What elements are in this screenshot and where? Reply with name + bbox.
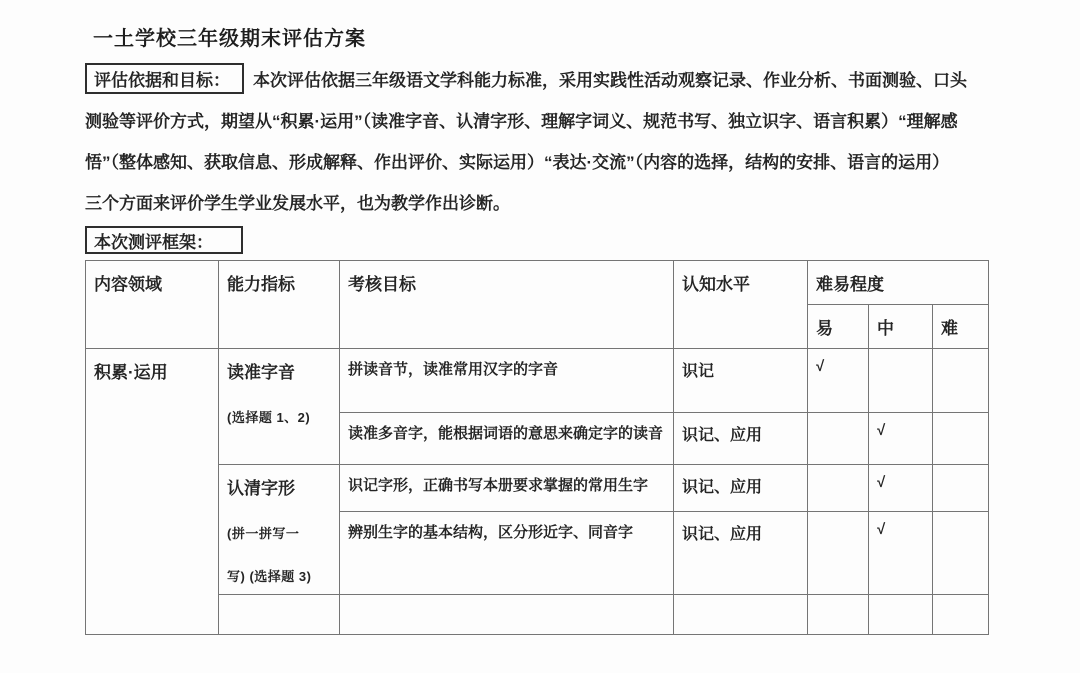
intro-line-3: 悟”（整体感知、获取信息、形成解释、作出评价、实际运用）“表达·交流”（内容的选择，结构的安排、语言的运用） [85, 153, 950, 172]
target-cell [340, 595, 674, 635]
ability-cell-empty [219, 595, 340, 635]
ability-title: 认清字形 [227, 479, 295, 498]
easy-checkmark-cell [808, 465, 869, 512]
framework-label-box [85, 226, 243, 254]
hard-checkmark-cell [933, 511, 989, 594]
cognitive-cell: 识记、应用 [674, 465, 808, 512]
intro-line-4: 三个方面来评价学生学业发展水平，也为教学作出诊断。 [85, 194, 510, 213]
hard-checkmark-cell [933, 413, 989, 465]
header-content-area: 内容领域 [86, 261, 219, 349]
ability-title: 读准字音 [227, 363, 295, 382]
ability-note: 写) (选择题 3) [227, 569, 312, 584]
intro-line-2: 测验等评价方式，期望从“积累·运用”（读准字音、认清字形、理解字词义、规范书写、独立识字、语言积累）“理解感 [85, 112, 958, 131]
table-row [86, 349, 989, 413]
medium-checkmark-cell: √ [869, 511, 933, 594]
medium-checkmark-cell: √ [869, 465, 933, 512]
easy-checkmark-cell [808, 511, 869, 594]
intro-paragraph [85, 58, 1015, 222]
easy-checkmark-cell [808, 595, 869, 635]
easy-checkmark-cell [808, 413, 869, 465]
target-cell: 辨别生字的基本结构，区分形近字、同音字 [340, 511, 674, 594]
cognitive-cell: 识记、应用 [674, 511, 808, 594]
intro-line-1-text: 本次评估依据三年级语文学科能力标准，采用实践性活动观察记录、作业分析、书面测验、口头 [253, 71, 967, 90]
cognitive-cell [674, 595, 808, 635]
content-area-cell: 积累·运用 [86, 349, 219, 635]
ability-cell-pronunciation [219, 349, 340, 465]
header-target: 考核目标 [340, 261, 674, 349]
ability-note: (拼一拼写一 [227, 526, 300, 541]
ability-note: (选择题 1、2) [227, 410, 311, 425]
intro-line-1 [85, 58, 1015, 99]
cognitive-cell: 识记 [674, 349, 808, 413]
target-cell: 拼读音节，读准常用汉字的字音 [340, 349, 674, 413]
cognitive-cell: 识记、应用 [674, 413, 808, 465]
medium-checkmark-cell [869, 595, 933, 635]
table-row [86, 465, 989, 512]
assessment-framework-table [85, 260, 989, 635]
document-title: 一土学校三年级期末评估方案 [93, 28, 366, 50]
ability-cell-character-form [219, 465, 340, 595]
table-row [86, 595, 989, 635]
medium-checkmark-cell [869, 349, 933, 413]
intro-label-box [85, 63, 244, 94]
header-hard: 难 [933, 305, 989, 349]
intro-label: 评估依据和目标： [94, 71, 230, 90]
header-easy: 易 [808, 305, 869, 349]
header-cognitive: 认知水平 [674, 261, 808, 349]
table-header-row-1 [86, 261, 989, 305]
medium-checkmark-cell: √ [869, 413, 933, 465]
easy-checkmark-cell: √ [808, 349, 869, 413]
header-medium: 中 [869, 305, 933, 349]
target-cell: 读准多音字，能根据词语的意思来确定字的读音 [340, 413, 674, 465]
hard-checkmark-cell [933, 465, 989, 512]
header-ability: 能力指标 [219, 261, 340, 349]
header-difficulty: 难易程度 [808, 261, 989, 305]
framework-label: 本次测评框架： [94, 232, 213, 252]
hard-checkmark-cell [933, 595, 989, 635]
hard-checkmark-cell [933, 349, 989, 413]
target-cell: 识记字形，正确书写本册要求掌握的常用生字 [340, 465, 674, 512]
